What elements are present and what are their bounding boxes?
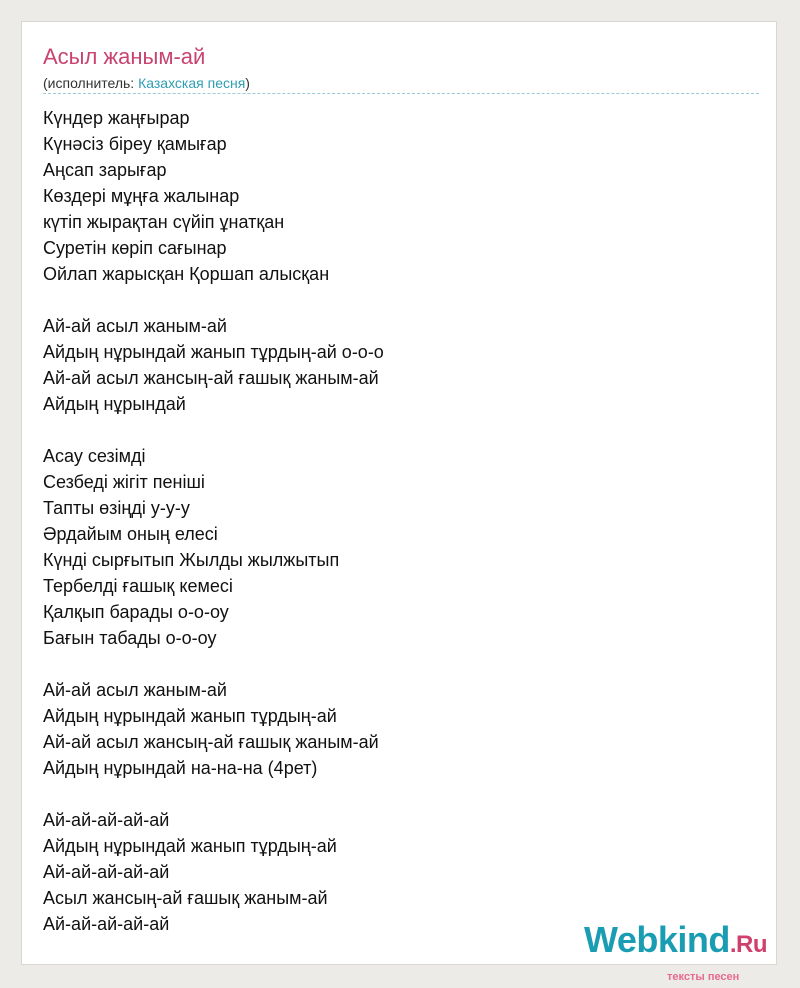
lyric-line: Ойлап жарысқан Қоршап алысқан [43, 264, 330, 284]
lyric-line: Айдың нұрындай [43, 394, 186, 414]
lyric-line: Сезбеді жігіт пеніші [43, 472, 205, 492]
lyric-line: Айдың нұрындай жанып тұрдың-ай [43, 836, 337, 856]
lyric-line: Аңсап зарығар [43, 160, 167, 180]
lyric-line: Ай-ай-ай-ай-ай [43, 914, 170, 934]
logo-tld: .Ru [729, 931, 768, 958]
lyric-line: күтіп жырақтан сүйіп ұнатқан [43, 212, 285, 232]
title-divider [43, 93, 759, 94]
lyric-line: Ай-ай асыл жансың-ай ғашық жаным-ай [43, 368, 379, 388]
lyric-line: Күнді сырғытып Жылды жылжытып [43, 550, 340, 570]
performer-prefix: (исполнитель: [43, 75, 139, 91]
lyric-line: Айдың нұрындай жанып тұрдың-ай о-о-о [43, 342, 384, 362]
lyric-line: Тербелді ғашық кемесі [43, 576, 233, 596]
logo-wordmark [584, 920, 767, 965]
stanza [43, 105, 743, 287]
lyric-line: Әрдайым оның елесі [43, 524, 218, 544]
stanza [43, 313, 743, 417]
lyric-line: Суретін көріп сағынар [43, 238, 227, 258]
lyric-line: Айдың нұрындай жанып тұрдың-ай [43, 706, 337, 726]
lyric-line: Тапты өзіңді у-у-у [43, 498, 190, 518]
lyric-line: Күндер жаңғырар [43, 108, 190, 128]
lyric-line: Бағын табады о-о-оу [43, 628, 217, 648]
lyrics-page [21, 21, 777, 983]
lyric-line: Айдың нұрындай на-на-на (4рет) [43, 758, 318, 778]
lyric-line: Ай-ай асыл жансың-ай ғашық жаным-ай [43, 732, 379, 752]
performer-line [43, 74, 250, 92]
stanza [43, 677, 743, 781]
lyric-line: Ай-ай асыл жаным-ай [43, 316, 227, 336]
webkind-logo[interactable] [584, 919, 784, 983]
logo-name: Webkind [584, 919, 730, 960]
artist-link[interactable]: Казахская песня [138, 75, 246, 91]
performer-suffix: ) [245, 75, 250, 91]
stanza [43, 443, 743, 651]
lyrics-text [43, 105, 743, 963]
lyric-line: Ай-ай асыл жаным-ай [43, 680, 227, 700]
lyric-line: Асау сезімді [43, 446, 146, 466]
lyric-line: Асыл жансың-ай ғашық жаным-ай [43, 888, 328, 908]
lyric-line: Қалқып барады о-о-оу [43, 602, 229, 622]
lyric-line: Күнәсіз біреу қамығар [43, 134, 227, 154]
song-title: Асыл жаным-ай [43, 44, 206, 69]
stanza [43, 807, 743, 937]
lyric-line: Көздері мұңға жалынар [43, 186, 240, 206]
logo-tagline: тексты песен [667, 971, 740, 983]
lyric-line: Ай-ай-ай-ай-ай [43, 862, 170, 882]
lyric-line: Ай-ай-ай-ай-ай [43, 810, 170, 830]
